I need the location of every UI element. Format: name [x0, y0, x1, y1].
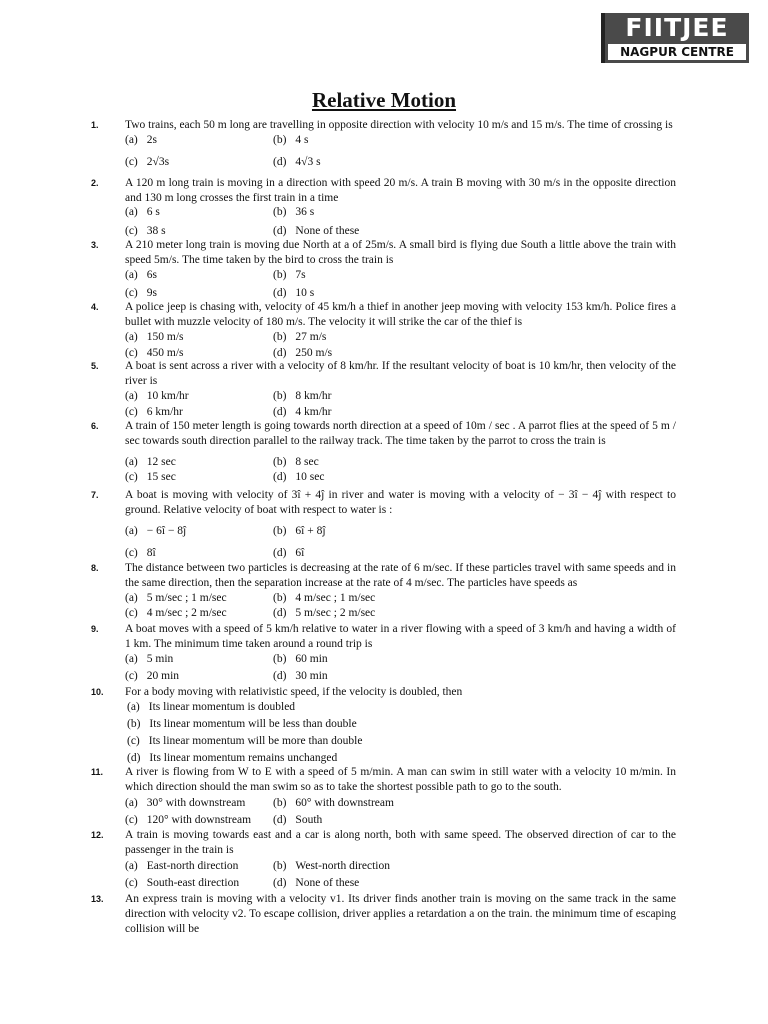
option-text: Its linear momentum will be more than double	[148, 735, 363, 747]
option-text: 450 m/s	[146, 347, 184, 359]
option-text: 120° with downstream	[146, 814, 252, 826]
answer-option	[125, 546, 156, 561]
question-text: A train is moving towards east and a car is along north, both with same speed. The observed direction of car to the passenger in the train is	[125, 829, 676, 856]
option-text: 10 km/hr	[146, 390, 189, 402]
answer-option	[273, 606, 375, 621]
option-key: (d)	[273, 814, 287, 826]
option-key: (b)	[273, 206, 287, 218]
question-number: 12.	[91, 830, 104, 840]
question-text: Two trains, each 50 m long are travelling in opposite direction with velocity 10 m/s and 15 m/s. The time of crossing is	[125, 119, 673, 131]
option-text: East-north direction	[146, 860, 239, 872]
answer-option	[125, 813, 251, 828]
option-key: (a)	[125, 134, 138, 146]
option-key: (b)	[273, 269, 287, 281]
answer-option	[125, 155, 169, 170]
option-key: (b)	[127, 718, 141, 730]
option-text: 8 km/hr	[295, 390, 332, 402]
question-number: 10.	[91, 687, 104, 697]
question-number: 1.	[91, 120, 99, 130]
option-key: (b)	[273, 331, 287, 343]
question-number: 2.	[91, 178, 99, 188]
option-text: West-north direction	[295, 860, 390, 872]
option-text: 4√3 s	[295, 156, 321, 168]
option-text: 6î	[295, 547, 305, 559]
option-key: (d)	[273, 607, 287, 619]
option-key: (a)	[125, 797, 138, 809]
question-text: A river is flowing from W to E with a speed of 5 m/min. A man can swim in still water with a velocity 10 m/min. In which direction should the man swim so as to take the shortest possible path to go to the south.	[125, 766, 676, 793]
answer-option	[273, 389, 332, 404]
question-number: 11.	[91, 767, 104, 777]
option-key: (c)	[127, 735, 140, 747]
logo-centre: NAGPUR CENTRE	[608, 44, 746, 60]
option-key: (d)	[273, 406, 287, 418]
option-text: 5 m/sec ; 1 m/sec	[146, 592, 227, 604]
option-key: (c)	[125, 156, 138, 168]
option-key: (a)	[125, 525, 138, 537]
option-text: 4 km/hr	[295, 406, 332, 418]
answer-option	[125, 286, 157, 301]
answer-option	[125, 669, 179, 684]
option-key: (a)	[125, 592, 138, 604]
answer-option	[127, 734, 362, 749]
answer-option	[273, 133, 309, 148]
option-key: (a)	[125, 269, 138, 281]
option-text: 9s	[146, 287, 157, 299]
answer-option	[125, 133, 157, 148]
option-key: (b)	[273, 797, 287, 809]
option-key: (c)	[125, 406, 138, 418]
option-key: (c)	[125, 471, 138, 483]
answer-option	[273, 524, 326, 539]
answer-option	[273, 859, 390, 874]
answer-option	[273, 455, 319, 470]
option-text: 6s	[146, 269, 157, 281]
option-key: (d)	[273, 347, 287, 359]
option-key: (b)	[273, 456, 287, 468]
option-text: South	[295, 814, 323, 826]
question-text: A police jeep is chasing with, velocity of 45 km/h a thief in another jeep moving with velocity 153 km/h. Police fires a bullet with muzzle velocity of 180 m/s. The velocity it will strike the car of the thief is	[125, 301, 676, 328]
question-text: A 210 meter long train is moving due North at a of 25m/s. A small bird is flying due South a little above the train with speed 5m/s. The time taken by the bird to cross the train is	[125, 239, 676, 266]
answer-option	[273, 330, 326, 345]
option-key: (d)	[273, 225, 287, 237]
answer-option	[125, 652, 173, 667]
logo-brand: FIITJEE	[625, 13, 729, 42]
question-text: The distance between two particles is decreasing at the rate of 6 m/sec. If these particles travel with same speeds and in the same direction, then the separation increase at the rate of 4 m/sec. The particles have speeds as	[125, 562, 676, 589]
answer-option	[273, 591, 375, 606]
option-text: South-east direction	[146, 877, 240, 889]
answer-option	[125, 606, 227, 621]
question-text: A train of 150 meter length is going towards north direction at a speed of 10m / sec . A parrot flies at the speed of 5 m / sec towards south direction parallel to the railway track. The time taken by the parrot to cross the train is	[125, 420, 676, 447]
answer-option	[273, 155, 321, 170]
option-text: 8 sec	[295, 456, 319, 468]
option-key: (a)	[125, 331, 138, 343]
option-text: 30° with downstream	[146, 797, 246, 809]
question-number: 5.	[91, 361, 99, 371]
option-key: (d)	[273, 547, 287, 559]
option-key: (c)	[125, 287, 138, 299]
option-text: 38 s	[146, 225, 166, 237]
question-text: A boat is moving with velocity of 3î + 4ĵ in river and water is moving with a velocity of − 3î − 4ĵ with respect to ground. Relative velocity of boat with respect to water is :	[125, 489, 676, 516]
option-text: 10 sec	[295, 471, 325, 483]
answer-option	[273, 224, 359, 239]
answer-option	[273, 268, 306, 283]
answer-option	[125, 205, 160, 220]
option-text: 15 sec	[146, 471, 176, 483]
option-text: 7s	[295, 269, 306, 281]
answer-option	[273, 652, 328, 667]
option-text: 6 s	[146, 206, 160, 218]
option-key: (d)	[273, 156, 287, 168]
option-text: 2√3s	[146, 156, 170, 168]
option-key: (a)	[125, 653, 138, 665]
option-text: 5 min	[146, 653, 174, 665]
option-text: 27 m/s	[295, 331, 327, 343]
option-key: (a)	[125, 860, 138, 872]
answer-option	[125, 796, 245, 811]
answer-option	[125, 859, 238, 874]
option-text: Its linear momentum remains unchanged	[149, 752, 338, 764]
question-text: A 120 m long train is moving in a direction with speed 20 m/s. A train B moving with 30 m/s in the opposite direction and 130 m long crosses the first train in a time	[125, 177, 676, 204]
option-key: (d)	[273, 287, 287, 299]
option-text: 4 m/sec ; 2 m/sec	[146, 607, 227, 619]
option-key: (a)	[125, 390, 138, 402]
option-key: (d)	[273, 670, 287, 682]
question-number: 8.	[91, 563, 99, 573]
option-key: (c)	[125, 547, 138, 559]
question-number: 6.	[91, 421, 99, 431]
option-text: 6î + 8ĵ	[295, 525, 326, 537]
option-key: (d)	[273, 471, 287, 483]
answer-option	[273, 205, 314, 220]
answer-option	[127, 751, 337, 766]
option-text: None of these	[295, 877, 360, 889]
option-text: 4 m/sec ; 1 m/sec	[295, 592, 376, 604]
option-text: − 6î − 8ĵ	[146, 525, 187, 537]
answer-option	[125, 330, 184, 345]
option-text: 8î	[146, 547, 156, 559]
answer-option	[273, 405, 332, 420]
page-title: Relative Motion	[311, 88, 457, 112]
option-text: 5 m/sec ; 2 m/sec	[295, 607, 376, 619]
answer-option	[273, 286, 314, 301]
option-key: (c)	[125, 877, 138, 889]
option-key: (c)	[125, 814, 138, 826]
option-text: 4 s	[295, 134, 309, 146]
option-key: (a)	[125, 456, 138, 468]
option-text: 30 min	[295, 670, 328, 682]
answer-option	[273, 813, 322, 828]
answer-option	[125, 405, 183, 420]
question-number: 13.	[91, 894, 104, 904]
option-key: (a)	[125, 206, 138, 218]
question-number: 9.	[91, 624, 99, 634]
answer-option	[125, 470, 176, 485]
answer-option	[273, 669, 328, 684]
answer-option	[125, 876, 239, 891]
answer-option	[273, 876, 359, 891]
option-key: (b)	[273, 525, 287, 537]
answer-option	[125, 268, 157, 283]
option-key: (b)	[273, 653, 287, 665]
option-text: 12 sec	[146, 456, 176, 468]
option-key: (b)	[273, 592, 287, 604]
option-key: (c)	[125, 347, 138, 359]
option-text: 250 m/s	[295, 347, 333, 359]
answer-option	[273, 546, 304, 561]
option-key: (d)	[127, 752, 141, 764]
option-text: 60 min	[295, 653, 328, 665]
answer-option	[127, 717, 357, 732]
option-text: 60° with downstream	[295, 797, 394, 809]
option-text: None of these	[295, 225, 360, 237]
answer-option	[273, 470, 324, 485]
question-text: An express train is moving with a velocity v1. Its driver finds another train is moving on the same track in the same direction with velocity v2. To escape collision, driver applies a retardation a on the train. the minimum time of escaping collision will be	[125, 893, 676, 935]
question-text: For a body moving with relativistic speed, if the velocity is doubled, then	[125, 686, 463, 698]
question-text: A boat moves with a speed of 5 km/h relative to water in a river flowing with a speed of 3 km/h and having a width of 1 km. The minimum time taken around a round trip is	[125, 623, 676, 650]
fiitjee-logo	[601, 13, 749, 63]
option-text: 150 m/s	[146, 331, 184, 343]
option-text: 2s	[146, 134, 157, 146]
option-key: (c)	[125, 225, 138, 237]
option-key: (d)	[273, 877, 287, 889]
option-text: 20 min	[146, 670, 180, 682]
answer-option	[125, 455, 176, 470]
option-key: (c)	[125, 670, 138, 682]
option-text: Its linear momentum is doubled	[148, 701, 296, 713]
option-key: (b)	[273, 134, 287, 146]
answer-option	[125, 524, 186, 539]
option-key: (c)	[125, 607, 138, 619]
answer-option	[125, 389, 189, 404]
option-key: (b)	[273, 860, 287, 872]
option-text: 10 s	[295, 287, 315, 299]
answer-option	[273, 796, 394, 811]
option-key: (b)	[273, 390, 287, 402]
question-number: 3.	[91, 240, 99, 250]
option-text: Its linear momentum will be less than double	[149, 718, 357, 730]
answer-option	[127, 700, 295, 715]
option-text: 36 s	[295, 206, 315, 218]
answer-option	[125, 591, 227, 606]
option-key: (a)	[127, 701, 140, 713]
option-text: 6 km/hr	[146, 406, 183, 418]
question-number: 7.	[91, 490, 99, 500]
answer-option	[125, 224, 166, 239]
question-number: 4.	[91, 302, 99, 312]
question-text: A boat is sent across a river with a velocity of 8 km/hr. If the resultant velocity of boat is 10 km/hr, then velocity of the river is	[125, 360, 676, 387]
